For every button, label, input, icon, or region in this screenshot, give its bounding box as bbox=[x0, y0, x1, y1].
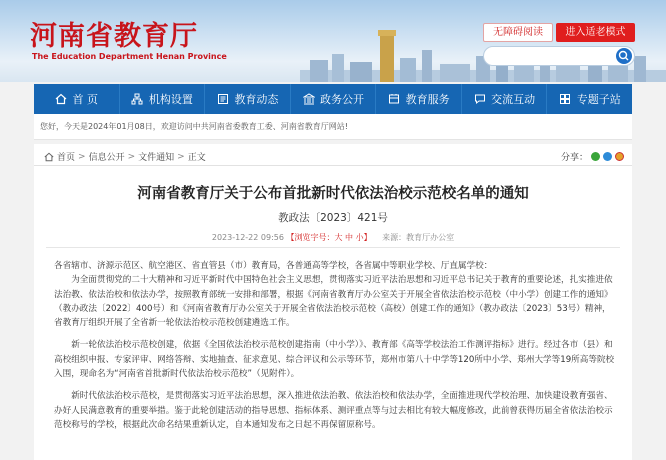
breadcrumb-home[interactable]: 首页 bbox=[57, 153, 76, 163]
share-label: 分享： bbox=[560, 153, 588, 163]
body-paragraph: 新时代依法治校示范校，是贯彻落实习近平法治思想，深入推进依法治教、依法治校和依法办学，全面推进现代学校治理、加快建设教育强省、办好人民满意教育的重要举措。鉴于此轮创建活动的指导思想、指标体系、测评重点等与过去相比有较大幅度修改，此前曾获得历届全省依法治校示范校称号的学校，根据此次命名结果重新认定，自本通知发布之日起不再保留原称号。 bbox=[54, 391, 613, 430]
article-source: 来源：教育厅办公室 bbox=[382, 233, 455, 242]
nav-item-org[interactable] bbox=[120, 84, 206, 114]
divider bbox=[46, 247, 620, 248]
document-number: 教政法〔2023〕421号 bbox=[278, 212, 388, 224]
salutation-paragraph: 各省辖市、济源示范区、航空港区、省直管县（市）教育局，各普通高等学校，各省属中等职业学校、厅直属学校： bbox=[54, 261, 493, 271]
wechat-share-icon[interactable] bbox=[591, 152, 600, 161]
nav-label: 交流互动 bbox=[491, 93, 536, 106]
nav-label: 教育动态 bbox=[234, 93, 279, 106]
news-icon bbox=[216, 93, 229, 106]
font-size-switcher[interactable]: 【浏览字号：大 中 小】 bbox=[286, 233, 372, 242]
breadcrumb-info-public[interactable]: 信息公开 bbox=[88, 153, 125, 163]
topic-icon bbox=[559, 93, 572, 106]
publish-date: 2023-12-22 09:56 bbox=[211, 233, 284, 242]
nav-item-topics[interactable] bbox=[547, 84, 632, 114]
accessible-reading-button[interactable]: 无障碍阅读 bbox=[483, 23, 553, 42]
main-nav bbox=[34, 84, 632, 114]
body-paragraph: 新一轮依法治校示范校创建，依据《全国依法治校示范校创建指南（中小学）》、教育部《高等学校法治工作测评指标》进行。经过各市（县）和高校组织申报、专家评审、网络答辩、实地抽查、征求意见、综合评议和公示等环节，郑州市第八十中学等120所中小学、郑州大学等19所高等院校入围，现命名为“河南省首批新时代依法治校示范校”（见附件）。 bbox=[54, 340, 615, 380]
nav-label: 教育服务 bbox=[405, 93, 450, 106]
qq-share-icon[interactable] bbox=[603, 152, 612, 161]
chat-icon bbox=[473, 93, 486, 106]
breadcrumb-notices[interactable]: 文件通知 bbox=[138, 153, 175, 163]
home-icon bbox=[55, 93, 68, 106]
breadcrumb-separator: > bbox=[78, 151, 86, 162]
breadcrumb bbox=[44, 150, 206, 163]
article-title: 河南省教育厅关于公布首批新时代依法治校示范校名单的通知 bbox=[137, 186, 529, 202]
article-meta bbox=[34, 232, 632, 243]
nav-label: 专题子站 bbox=[576, 93, 621, 106]
share-bar bbox=[561, 150, 624, 163]
service-icon bbox=[388, 93, 401, 106]
site-banner bbox=[0, 0, 666, 82]
article-body bbox=[54, 259, 616, 432]
breadcrumb-current: 正文 bbox=[187, 153, 206, 163]
nav-item-service[interactable] bbox=[376, 84, 462, 114]
nav-item-home[interactable] bbox=[34, 84, 120, 114]
home-icon bbox=[44, 152, 54, 162]
nav-item-news[interactable] bbox=[205, 84, 291, 114]
breadcrumb-separator: > bbox=[127, 151, 136, 162]
body-paragraph: 为全面贯彻党的二十大精神和习近平新时代中国特色社会主义思想，贯彻落实习近平法治思想和习近平总书记关于教育的重要论述，扎实推进依法治教、依法治校和依法办学，按照教育部统一安排和部署，根据《河南省教育厅办公室关于开展全省依法治校示范校（中小学）创建工作的通知》（教办政法〔2022〕400号）和《河南省教育厅办公室关于开展全省依法治校示范校（高校）创建工作的通知》（教办政法〔2023〕53号）精神，省教育厅组织开展了全省新一轮依法治校示范校创建遴选工作。 bbox=[54, 275, 613, 329]
welcome-message: 您好，今天是2024年01月08日，欢迎访问中共河南省委教育工委、河南省教育厅网站! bbox=[34, 114, 632, 140]
nav-item-gov[interactable] bbox=[291, 84, 377, 114]
org-icon bbox=[131, 93, 144, 106]
site-subtitle: The Education Department Henan Province bbox=[32, 52, 227, 61]
elder-mode-button[interactable]: 进入适老模式 bbox=[556, 23, 635, 42]
article-panel bbox=[34, 144, 632, 460]
nav-label: 政务公开 bbox=[320, 93, 365, 106]
site-title: 河南省教育厅 bbox=[30, 21, 198, 52]
weibo-share-icon[interactable] bbox=[615, 152, 624, 161]
breadcrumb-separator: > bbox=[177, 151, 185, 162]
search-input[interactable] bbox=[483, 46, 635, 66]
nav-label: 首 页 bbox=[72, 93, 99, 106]
nav-label: 机构设置 bbox=[148, 93, 193, 106]
search-icon[interactable] bbox=[616, 48, 632, 64]
divider bbox=[34, 165, 632, 166]
nav-item-interaction[interactable] bbox=[462, 84, 548, 114]
gov-icon bbox=[302, 93, 315, 106]
